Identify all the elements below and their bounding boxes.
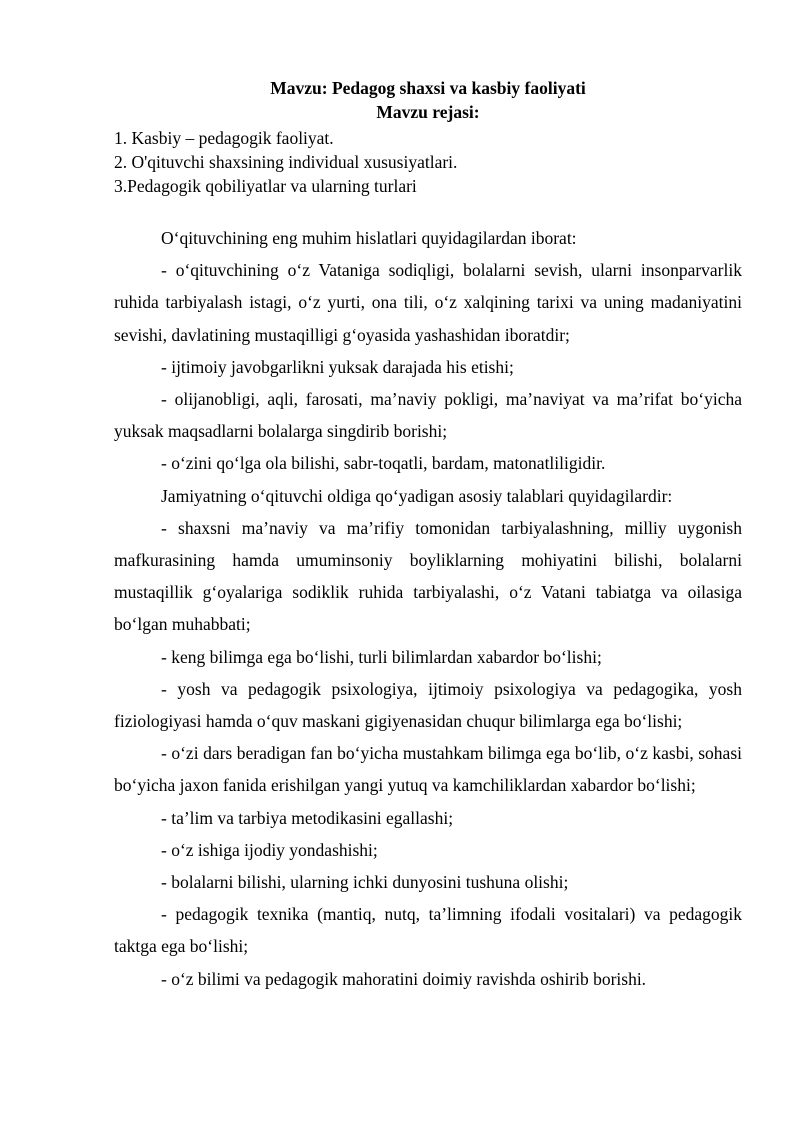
paragraph: - ta’lim va tarbiya metodikasini egallashi; bbox=[161, 807, 454, 828]
paragraph: - shaxsni ma’naviy va ma’rifiy tomonidan tarbiyalashning, milliy uygonish mafkurasining hamda umuminsoniy boyliklarning mohiyatini bilishi, bolalarni mustaqillik g‘oyalariga sodiklik ruhida tarbiyalashi, o‘z Vatani tabiatga va oilasiga bo‘lgan muhabbati; bbox=[114, 517, 742, 635]
paragraph: - yosh va pedagogik psixologiya, ijtimoiy psixologiya va pedagogika, yosh fiziologiyasi hamda o‘quv maskani gigiyenasidan chuqur bilimlarga ega bo‘lishi; bbox=[114, 678, 742, 732]
paragraph: - keng bilimga ega bo‘lishi, turli bilimlardan xabardor bo‘lishi; bbox=[161, 646, 602, 667]
topic-title: Pedagog shaxsi va kasbiy faoliyati bbox=[331, 78, 586, 98]
paragraph: O‘qituvchining eng muhim hislatlari quyidagilardan iborat: bbox=[161, 228, 577, 248]
paragraph: - o‘z ishiga ijodiy yondashishi; bbox=[161, 839, 378, 860]
paragraph: - o‘zi dars beradigan fan bo‘yicha mustahkam bilimga ega bo‘lib, o‘z kasbi, sohasi bo‘yicha jaxon fanida erishilgan yangi yutuq va kamchiliklardan xabardor bo‘lishi; bbox=[114, 743, 742, 796]
plan-item: 2. O'qituvchi shaxsining individual xususiyatlari. bbox=[114, 152, 458, 172]
topic-separator: : bbox=[321, 78, 332, 98]
paragraph: - ijtimoiy javobgarlikni yuksak darajada his etishi; bbox=[161, 356, 514, 377]
plan-item: 3.Pedagogik qobiliyatlar va ularning turlari bbox=[114, 176, 417, 196]
paragraph: - o‘z bilimi va pedagogik mahoratini doimiy ravishda oshirib borishi. bbox=[161, 968, 647, 989]
paragraph: - bolalarni bilishi, ularning ichki dunyosini tushuna olishi; bbox=[161, 872, 569, 893]
paragraph: - o‘qituvchining o‘z Vataniga sodiqligi, bolalarni sevish, ularni insonparvarlik ruhida tarbiyalash istagi, o‘z yurti, ona tili, o‘z xalqining tarixi va uning madaniyatini sevishi, davlatining mustaqilligi g‘oyasida yashashidan iboratdir; bbox=[114, 260, 742, 345]
document-page bbox=[114, 76, 742, 995]
paragraph: Jamiyatning o‘qituvchi oldiga qo‘yadigan asosiy talablari quyidagilardir: bbox=[161, 485, 673, 506]
topic-label: Mavzu bbox=[270, 78, 322, 98]
paragraph: - olijanobligi, aqli, farosati, ma’naviy pokligi, ma’naviyat va ma’rifat bo‘yicha yuksak maqsadlarni bolalarga singdirib borishi; bbox=[114, 389, 742, 442]
plan-list bbox=[114, 126, 742, 198]
topic-heading bbox=[114, 76, 742, 100]
plan-item: 1. Kasbiy – pedagogik faoliyat. bbox=[114, 128, 334, 148]
paragraph: - pedagogik texnika (mantiq, nutq, ta’limning ifodali vositalari) va pedagogik taktga ega bo‘lishi; bbox=[114, 904, 742, 957]
paragraph: - o‘zini qo‘lga ola bilishi, sabr-toqatli, bardam, matonatliligidir. bbox=[161, 453, 606, 474]
plan-heading: Mavzu rejasi: bbox=[376, 102, 480, 122]
body-text bbox=[114, 222, 742, 995]
